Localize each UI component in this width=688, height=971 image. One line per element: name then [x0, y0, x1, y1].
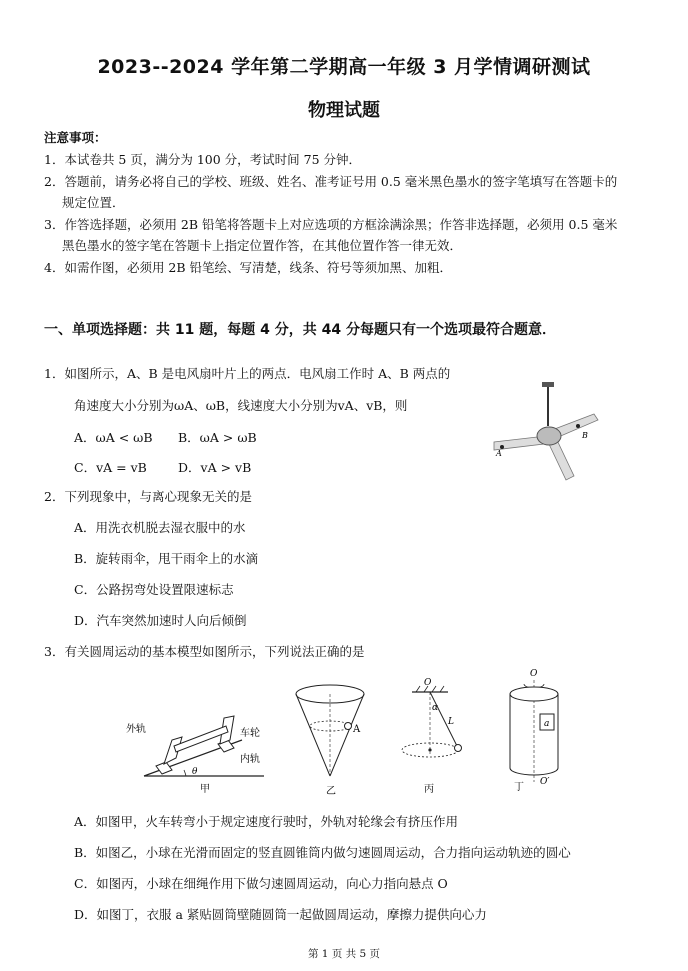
conical-pendulum-figure [392, 678, 478, 800]
figure-jia-caption: 甲 [200, 784, 210, 795]
ceiling-fan-figure [486, 380, 606, 490]
inner-rail-label: 内轨 [240, 754, 260, 765]
exam-subtitle: 物理试题 [308, 100, 380, 121]
ball-label: A [353, 724, 361, 735]
q3-option-a: A．如图甲，火车转弯小于规定速度行驶时，外轨对轮缘会有挤压作用 [74, 814, 459, 829]
page-footer: 第 1 页 共 5 页 [307, 948, 381, 960]
section-heading: 一、单项选择题：共 11 题，每题 4 分，共 44 分每题只有一个选项最符合题意． [44, 322, 556, 338]
q3-stem: 3．有关圆周运动的基本模型如图所示，下列说法正确的是 [44, 644, 365, 659]
hatch-1 [416, 686, 420, 692]
train-track-figure [124, 696, 274, 796]
q2-option-c: C．公路拐弯处设置限速标志 [74, 582, 234, 597]
q2-option-a: A．用洗衣机脱去湿衣服中的水 [74, 520, 246, 535]
clothes-label: a [544, 719, 550, 729]
notice-item-3: 3．作答选择题，必须用 2B 铅笔将答题卡上对应选项的方框涂满涂黑；作答非选择题，必须用 0.5 毫米 [44, 217, 618, 232]
notice-item-2-cont: 规定位置． [62, 195, 125, 210]
pendulum-ball [455, 745, 462, 752]
figure-bing-caption: 丙 [424, 784, 434, 795]
figure-yi-caption: 乙 [326, 786, 336, 797]
orbit-center [428, 748, 431, 751]
q1-stem-1: 1．如图所示，A、B 是电风扇叶片上的两点．电风扇工作时 A、B 两点的 [44, 366, 451, 381]
theta-label: θ [192, 767, 198, 777]
q3-option-c: C．如图丙，小球在细绳作用下做匀速圆周运动，向心力指向悬点 O [74, 876, 448, 891]
q3-option-d: D．如图丁，衣服 a 紧贴圆筒壁随圆筒一起做圆周运动，摩擦力提供向心力 [74, 907, 487, 922]
bottom-axis-label: O′ [540, 777, 550, 787]
drum-top [510, 687, 558, 701]
figure-ding-caption: 丁 [514, 782, 524, 793]
wheel-label: 车轮 [240, 728, 260, 739]
q1-option-a: A．ωA < ωB [74, 430, 153, 445]
point-b-label: B [582, 431, 588, 440]
notice-item-3-cont: 黑色墨水的签字笔在答题卡上指定位置作答，在其他位置作答一律无效． [62, 238, 463, 253]
cone-side-left [296, 694, 330, 776]
hatch-3 [432, 686, 436, 692]
outer-rail-label: 外轨 [126, 724, 146, 735]
q2-stem: 2．下列现象中，与离心现象无关的是 [44, 489, 252, 504]
point-a-label: A [496, 449, 502, 458]
fan-motor [537, 427, 561, 445]
top-axis-label: O [530, 669, 538, 679]
q1-option-d: D．vA > vB [178, 460, 252, 475]
rotating-drum-figure [500, 664, 576, 798]
hatch-4 [440, 686, 444, 692]
pivot-label: O [424, 678, 432, 688]
q2-option-d: D．汽车突然加速时人向后倾倒 [74, 613, 247, 628]
alpha-label: α [432, 703, 439, 713]
ball [345, 723, 352, 730]
notice-item-2: 2．答题前，请务必将自己的学校、班级、姓名、准考证号用 0.5 毫米黑色墨水的签字笔填写在答题卡的 [44, 174, 618, 189]
length-label: L [448, 717, 454, 727]
q1-option-c: C．vA = vB [74, 460, 147, 475]
notice-heading: 注意事项： [44, 130, 107, 145]
q3-option-b: B．如图乙，小球在光滑而固定的竖直圆锥筒内做匀速圆周运动，合力指向运动轨迹的圆心 [74, 845, 571, 860]
point-b-dot [576, 424, 580, 428]
cone-figure [290, 680, 380, 798]
fan-mount [542, 382, 554, 387]
q1-stem-2: 角速度大小分别为ωA、ωB，线速度大小分别为vA、vB，则 [74, 398, 408, 413]
notice-item-1: 1．本试卷共 5 页，满分为 100 分，考试时间 75 分钟． [44, 152, 362, 167]
q2-option-b: B．旋转雨伞，甩干雨伞上的水滴 [74, 551, 259, 566]
exam-title: 2023--2024 学年第二学期高一年级 3 月学情调研测试 [97, 56, 591, 78]
cone-side-right [330, 694, 364, 776]
q1-option-b: B．ωA > ωB [178, 430, 257, 445]
angle-arc [184, 770, 186, 776]
notice-item-4: 4．如需作图，必须用 2B 铅笔绘、写清楚，线条、符号等须加黑、加粗． [44, 260, 453, 275]
